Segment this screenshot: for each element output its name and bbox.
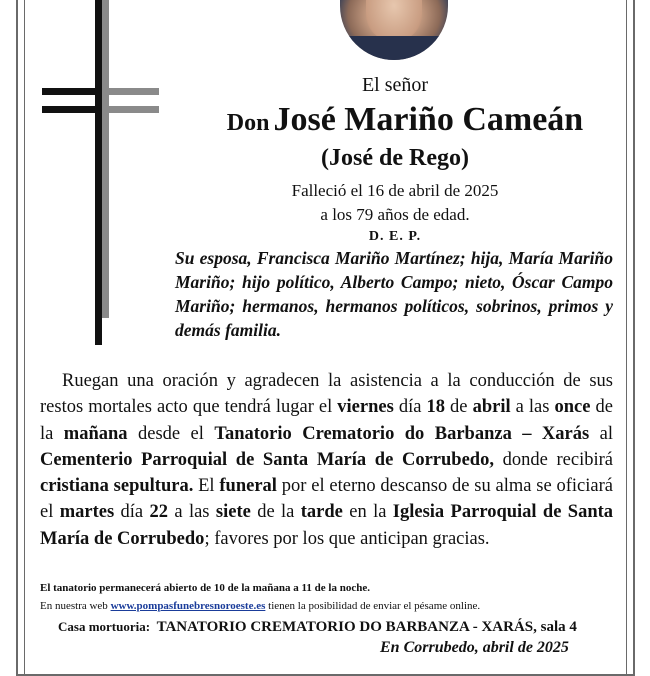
- casa-mortuoria: [58, 619, 577, 636]
- tanatorio-name: Tanatorio Crematorio do Barbanza – Xarás: [214, 423, 590, 444]
- cross-vertical-dark: [95, 0, 102, 345]
- cemetery-name: Cementerio Parroquial de Santa María de Corrubedo,: [40, 449, 494, 470]
- cross-horizontal-gray-2: [109, 106, 159, 113]
- place-date: En Corrubedo, abril de 2025: [380, 639, 569, 656]
- deceased-name: [180, 101, 630, 139]
- portrait-shirt: [340, 36, 448, 60]
- church-name: Iglesia Parroquial de Santa María de Corrubedo: [40, 502, 614, 549]
- casa-label: Casa mortuoria:: [58, 619, 151, 634]
- tanatorio-hours-note: El tanatorio permanecerá abierto de 10 de la mañana a 11 de la noche.: [40, 582, 370, 594]
- full-name: José Mariño Cameán: [273, 101, 584, 138]
- announcement-body: Ruegan una oración y agradecen la asistencia a la conducción de sus restos mortales acto que tendrá lugar el viernes día 18 de abril a las once de la mañana desde el Tanatorio Crematorio do Barbanza – Xarás al Cementerio Parroquial de Santa María de Corrubedo, donde recibirá cristiana sepultura. El funeral por el eterno descanso de su alma se oficiará el martes día 22 a las siete de la tarde en la Iglesia Parroquial de Santa María de Corrubedo; favores por los que anticipan gracias.: [40, 371, 614, 549]
- family-list: Su esposa, Francisca Mariño Martínez; hija, María Mariño Mariño; hijo político, Alberto Campo; nieto, Óscar Campo Mariño; hermanos, hermanos políticos, sobrinos, primos y demás familia.: [175, 248, 613, 340]
- web-note: En nuestra web www.pompasfunebresnoroeste.es tienen la posibilidad de enviar el pésame online.: [40, 600, 481, 612]
- death-date: Falleció el 16 de abril de 2025: [291, 181, 499, 200]
- title-el-senor: El señor: [361, 74, 429, 96]
- cross-horizontal-dark: [42, 88, 99, 95]
- cross-icon: [40, 0, 160, 345]
- casa-value: TANATORIO CREMATORIO DO BARBANZA - XARÁS, sala 4: [156, 619, 577, 635]
- age: a los 79 años de edad.: [320, 205, 470, 224]
- cross-horizontal-gray: [109, 88, 159, 95]
- portrait-photo: [340, 0, 448, 60]
- website-link[interactable]: www.pompasfunebresnoroeste.es: [110, 600, 266, 612]
- cross-vertical-gray: [102, 0, 109, 318]
- dep-label: D. E. P.: [368, 229, 422, 244]
- honorific: Don: [226, 110, 270, 136]
- cross-horizontal-dark-2: [42, 106, 99, 113]
- nickname: (José de Rego): [321, 145, 469, 171]
